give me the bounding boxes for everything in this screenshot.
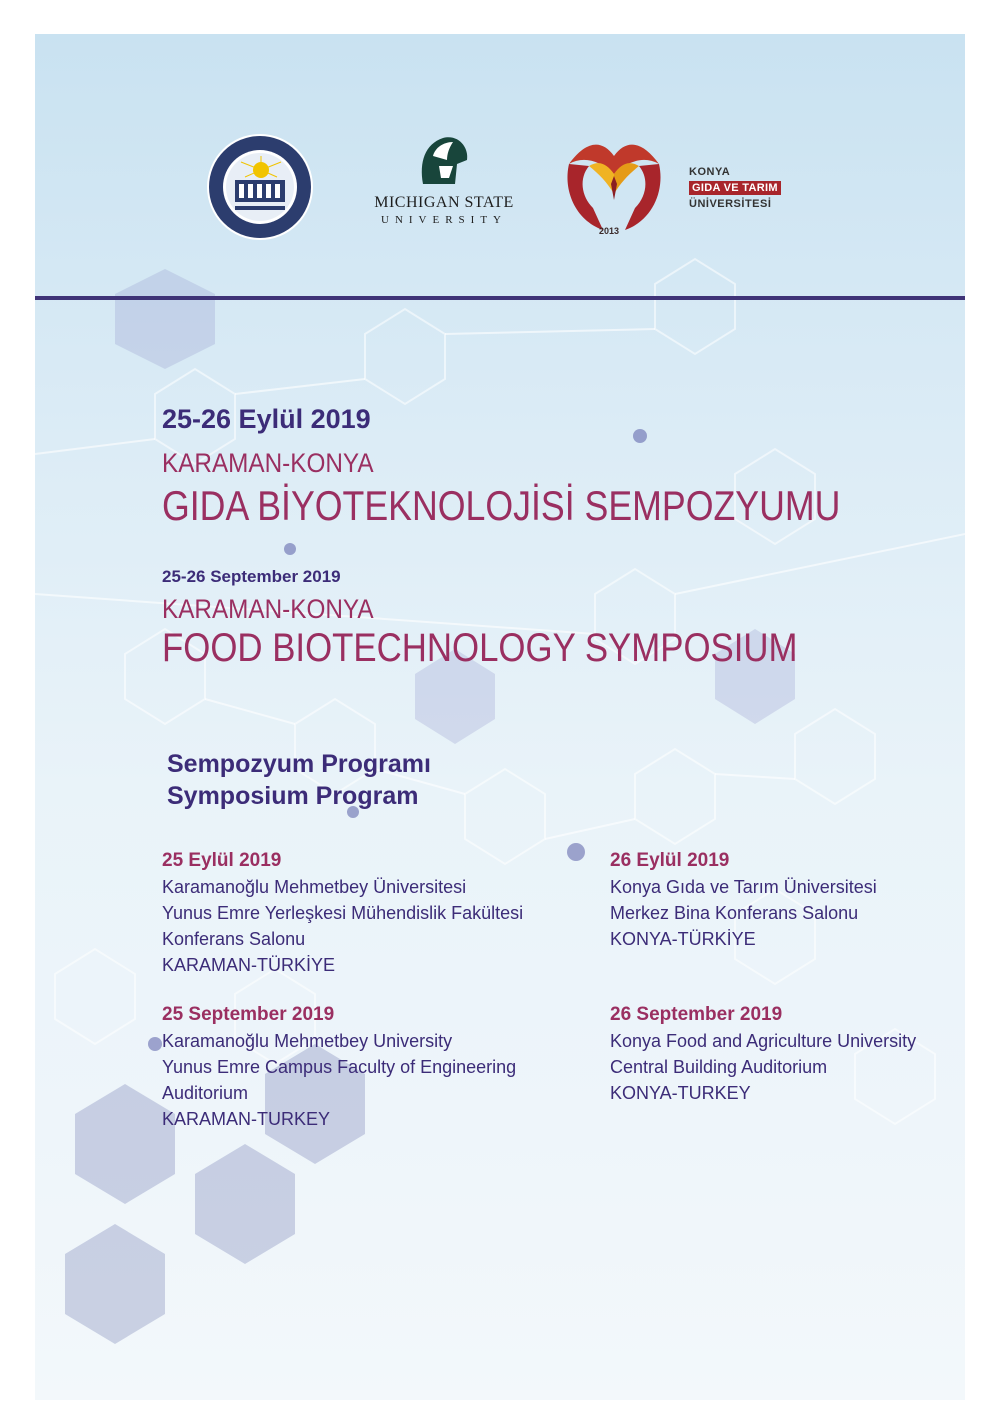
- kgtu-logo: [563, 134, 823, 244]
- day1-en-date: 25 September 2019: [162, 1004, 335, 1025]
- day2-tr-date: 26 Eylül 2019: [610, 850, 730, 871]
- kmu-seal-icon: [205, 132, 315, 242]
- msu-logo: [369, 126, 519, 236]
- kgtu-name-line1: KONYA: [689, 166, 731, 178]
- en-title: FOOD BIOTECHNOLOGY SYMPOSIUM: [162, 626, 798, 670]
- kgtu-year: 2013: [599, 226, 620, 236]
- tr-date: 25-26 Eylül 2019: [162, 404, 371, 434]
- day2-en-line: Central Building Auditorium: [610, 1057, 828, 1077]
- day1-en-line: Yunus Emre Campus Faculty of Engineering: [162, 1057, 517, 1077]
- header-divider: [35, 296, 965, 300]
- day2-en-line: KONYA-TURKEY: [610, 1083, 751, 1103]
- kgtu-name-line3: ÜNİVERSİTESİ: [689, 198, 772, 210]
- day2-tr-block: [610, 850, 877, 952]
- day1-en-line: Auditorium: [162, 1083, 249, 1103]
- day1-tr-line: KARAMAN-TÜRKİYE: [162, 955, 336, 975]
- en-location: KARAMAN-KONYA: [162, 594, 374, 624]
- day1-tr-line: Konferans Salonu: [162, 929, 306, 949]
- day1-tr-line: Karamanoğlu Mehmetbey Üniversitesi: [162, 877, 467, 897]
- day2-en-line: Konya Food and Agriculture University: [610, 1031, 917, 1051]
- day1-en-block: [162, 1004, 516, 1132]
- day1-tr-line: Yunus Emre Yerleşkesi Mühendislik Fakültesi: [162, 903, 524, 923]
- day1-tr-block: [162, 850, 523, 978]
- hexagon-pattern-background: [35, 34, 965, 1400]
- day2-tr-line: Konya Gıda ve Tarım Üniversitesi: [610, 877, 877, 897]
- tr-location: KARAMAN-KONYA: [162, 448, 374, 478]
- en-date: 25-26 September 2019: [162, 567, 341, 586]
- msu-name-line1: MICHIGAN STATE: [374, 194, 514, 211]
- kmu-logo: [205, 132, 315, 242]
- kgtu-emblem-icon: [563, 134, 665, 240]
- tr-title: GIDA BİYOTEKNOLOJİSİ SEMPOZYUMU: [162, 482, 841, 529]
- poster: [35, 34, 965, 1400]
- msu-name-line2: UNIVERSITY: [381, 214, 507, 226]
- program-heading-tr: Sempozyum Programı: [167, 750, 431, 778]
- day1-tr-date: 25 Eylül 2019: [162, 850, 282, 871]
- day2-en-block: [610, 1004, 916, 1106]
- program-heading-en: Symposium Program: [167, 782, 419, 810]
- day2-en-date: 26 September 2019: [610, 1004, 783, 1025]
- day2-tr-line: KONYA-TÜRKİYE: [610, 929, 756, 949]
- day2-tr-line: Merkez Bina Konferans Salonu: [610, 903, 859, 923]
- day1-en-line: KARAMAN-TURKEY: [162, 1109, 331, 1129]
- spartan-helmet-icon: [369, 126, 519, 190]
- day1-en-line: Karamanoğlu Mehmetbey University: [162, 1031, 453, 1051]
- kgtu-name-line2: GIDA VE TARIM: [689, 181, 781, 195]
